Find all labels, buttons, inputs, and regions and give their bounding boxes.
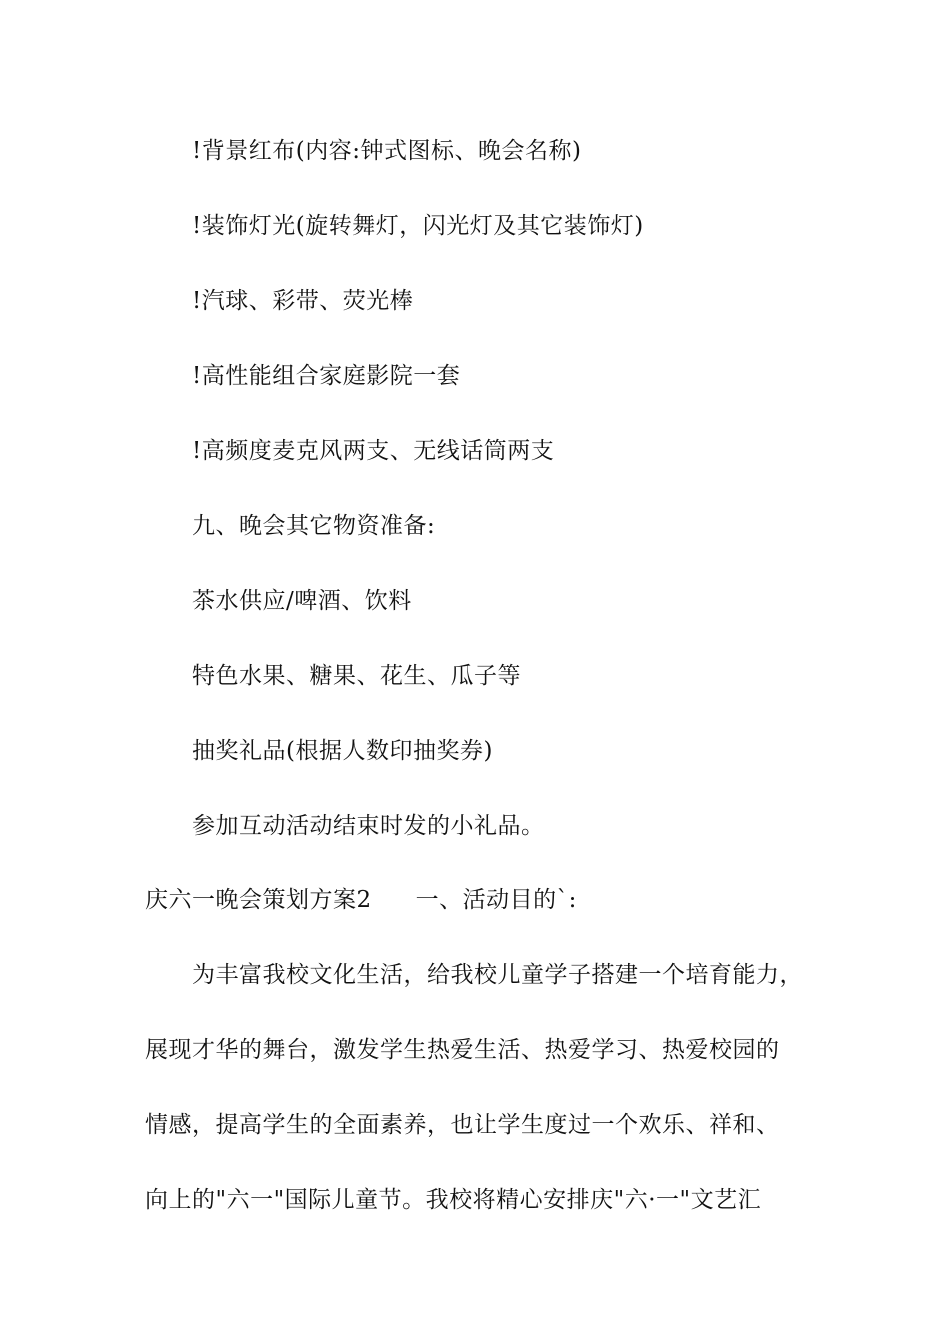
paragraph-line: 向上的"六一"国际儿童节。我校将精心安排庆"六·一"文艺汇 — [145, 1187, 762, 1213]
list-item: !汽球、彩带、荧光棒 — [192, 288, 414, 314]
paragraph-line: 情感，提高学生的全面素养，也让学生度过一个欢乐、祥和、 — [145, 1112, 780, 1138]
list-item: 参加互动活动结束时发的小礼品。 — [192, 813, 545, 839]
list-item: 抽奖礼品(根据人数印抽奖券) — [192, 738, 493, 764]
subheading: 一、活动目的`: — [415, 887, 577, 913]
list-item: 茶水供应/啤酒、饮料 — [192, 588, 412, 614]
title-line — [145, 885, 577, 915]
list-item: !背景红布(内容:钟式图标、晚会名称) — [192, 138, 582, 164]
list-item: 特色水果、糖果、花生、瓜子等 — [192, 663, 521, 689]
list-item: !高性能组合家庭影院一套 — [192, 363, 461, 389]
paragraph-line: 展现才华的舞台，激发学生热爱生活、热爱学习、热爱校园的 — [145, 1037, 780, 1063]
list-item: !装饰灯光(旋转舞灯，闪光灯及其它装饰灯) — [192, 213, 644, 239]
paragraph-line: 为丰富我校文化生活，给我校儿童学子搭建一个培育能力， — [192, 962, 803, 988]
section-heading: 九、晚会其它物资准备: — [192, 513, 436, 539]
list-item: !高频度麦克风两支、无线话筒两支 — [192, 438, 555, 464]
document-title: 庆六一晚会策划方案2 — [145, 887, 372, 913]
